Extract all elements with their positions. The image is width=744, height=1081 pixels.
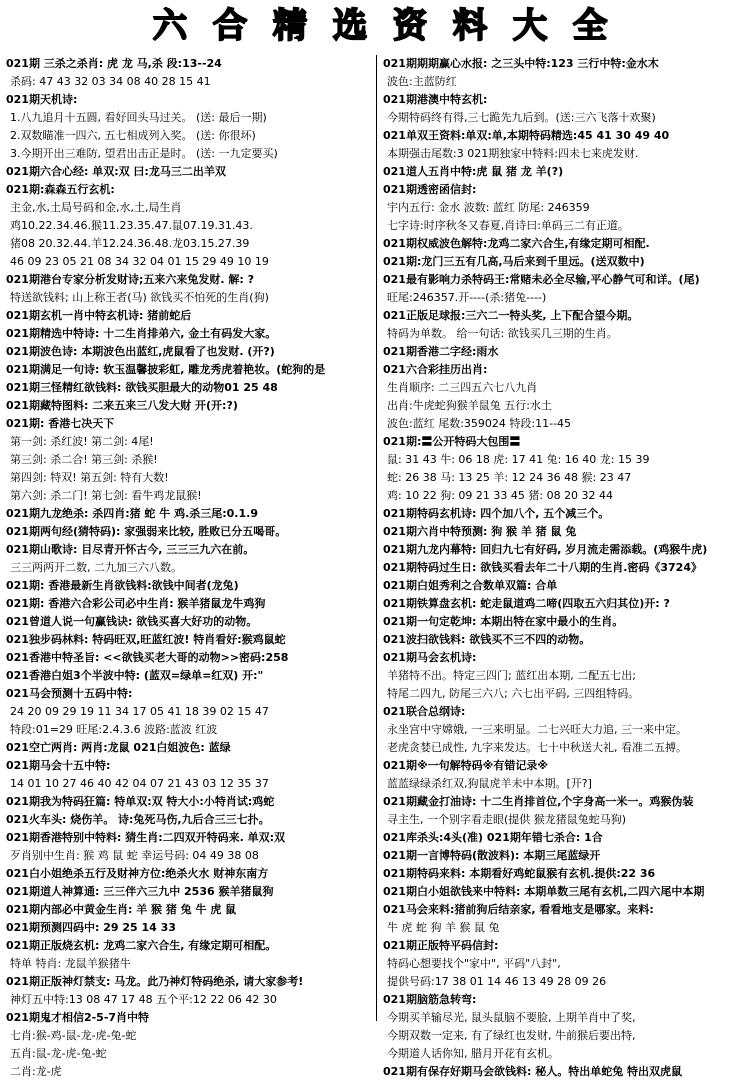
section-heading: 021期山歌诗: 目尽青开怀古今, 三三三九六在前。: [6, 543, 255, 556]
section-heading: 021期六肖中特预测: 狗 猴 羊 猪 鼠 兔: [383, 525, 577, 538]
section-heading: 021独步码林料: 特码旺双,旺蓝红波! 特肖看好:猴鸡鼠蛇: [6, 633, 286, 646]
section-text: 神灯五中特:13 08 47 17 48 五个平:12 22 06 42 30: [10, 993, 277, 1006]
section-text: 宇内五行: 金水 波数: 蓝红 防尾: 246359: [387, 201, 590, 214]
section-heading: 021白小姐绝杀五行及财神方位:绝杀火水 财神东南方: [6, 867, 269, 880]
section-heading: 021道人五肖中特:虎 鼠 猪 龙 羊(?): [383, 165, 564, 178]
section-heading: 021期天机诗:: [6, 93, 78, 106]
section-text: 第一剑: 杀红波! 第二剑: 4尾!: [10, 435, 154, 448]
section-heading: 021期藏特图料: 二来五来三八发大财 开(开:?): [6, 399, 238, 412]
section-heading: 021期脑筋急转弯:: [383, 993, 477, 1006]
section-text: 二肖:龙-虎: [10, 1065, 62, 1078]
section-text: 寻主生, 一个别字看走眼(提供 猴龙猪鼠兔蛇马狗): [387, 813, 627, 826]
section-text: 46 09 23 05 21 08 34 32 04 01 15 29 49 10 19: [10, 255, 269, 268]
section-heading: 021波扫欲钱料: 欲钱买不三不四的动物。: [383, 633, 591, 646]
section-text: 今期特码终有得,三七跪先九后到。(送:三六飞落十欢聚): [387, 111, 656, 124]
title-char: 全: [573, 6, 607, 46]
section-heading: 021期权威波色解特:龙鸡二家六合生,有缘定期可相配.: [383, 237, 650, 250]
section-heading: 021期正版烧玄机: 龙鸡二家六合生, 有缘定期可相配。: [6, 939, 277, 952]
title-char: 资: [393, 6, 427, 46]
section-text: 第六剑: 杀二门! 第七剑: 看牛鸡龙鼠猴!: [10, 489, 202, 502]
section-heading: 021期精选中特诗: 十二生肖排弟六, 金土有码发大家。: [6, 327, 277, 340]
title-char: 料: [453, 6, 487, 46]
section-text: 1.八九追月十五圆, 看好回头马过关。 (送: 最后一期): [10, 111, 267, 124]
section-text: 蓝蓝绿绿杀红双,狗鼠虎羊未中本期。[开?]: [387, 777, 592, 790]
section-text: 旺尾:246357.开----(杀:猪兔----): [387, 291, 547, 304]
section-heading: 021曾道人说一句赢钱诀: 欲钱买喜大好功的动物。: [6, 615, 258, 628]
section-heading: 021期港台专家分析发财诗;五来六来兔发财. 解: ?: [6, 273, 254, 286]
section-heading: 021联合总纲诗:: [383, 705, 466, 718]
section-text: 提供号码:17 38 01 14 46 13 49 28 09 26: [387, 975, 607, 988]
section-text: 波色:蓝红 尾数:359024 特段:11--45: [387, 417, 572, 430]
section-heading: 021期六合心经: 单双:双 曰:龙马三二出羊双: [6, 165, 226, 178]
section-heading: 021期香港特别中特料: 猜生肖:二四双开特码来. 单双:双: [6, 831, 285, 844]
section-heading: 021期港澳中特玄机:: [383, 93, 488, 106]
section-heading: 021期特码玄机诗: 四个加八个, 五个减三个。: [383, 507, 610, 520]
title-char: 六: [153, 6, 187, 46]
section-heading: 021期白姐秀利之合数单双篇: 合单: [383, 579, 558, 592]
section-heading: 021期※一句解特码※有错记录※: [383, 759, 549, 772]
section-heading: 021期藏金打油诗: 十二生肖排首位,个字身高一米一。鸡猴伪装: [383, 795, 694, 808]
section-heading: 021期铁算盘玄机: 蛇走鼠道鸡二啼(四取五六归其位)开: ?: [383, 597, 670, 610]
section-heading: 021期香港二字经:雨水: [383, 345, 499, 358]
section-text: 鸡10.22.34.46.猴11.23.35.47.鼠07.19.31.43.: [10, 219, 253, 232]
section-text: 老虎贪婪已成性, 九字来发达。七十中秋送大礼, 看准二五搏。: [387, 741, 687, 754]
section-heading: 021期: 香港六合彩公司必中生肖: 猴羊猪鼠龙牛鸡狗: [6, 597, 266, 610]
section-text: 蛇: 26 38 马: 13 25 羊: 12 24 36 48 猴: 23 47: [387, 471, 632, 484]
section-heading: 021期马会十五中特:: [6, 759, 111, 772]
section-text: 羊猪特不出。特定三四门; 蓝红出本期, 二配五七出;: [387, 669, 636, 682]
section-text: 五肖:鼠-龙-虎-兔-蛇: [10, 1047, 107, 1060]
title-char: 选: [333, 6, 367, 46]
section-heading: 021空亡两肖: 两肖:龙鼠 021白姐波色: 蓝绿: [6, 741, 231, 754]
section-heading: 021期 三杀之杀肖: 虎 龙 马,杀 段:13--24: [6, 57, 222, 70]
section-text: 特送欲钱料; 山上称王者(马) 欲钱买不怕死的生肖(狗): [10, 291, 269, 304]
page-title: [0, 0, 744, 50]
section-heading: 021期三怪精红欲钱料: 欲钱买胆最大的动物01 25 48: [6, 381, 278, 394]
section-heading: 021香港中特圣旨: <<欲钱买老大哥的动物>>密码:258: [6, 651, 289, 664]
title-char: 合: [213, 6, 247, 46]
section-heading: 021火车头: 烧伤羊。 诗:兔死马伤,九后合三三七扑。: [6, 813, 270, 826]
section-heading: 021期: 香港七决天下: [6, 417, 115, 430]
section-heading: 021期玄机一肖中特玄机诗: 猪前蛇后: [6, 309, 192, 322]
left-column: [6, 55, 371, 1078]
section-heading: 021期内部必中黄金生肖: 羊 猴 猪 兔 牛 虎 鼠: [6, 903, 237, 916]
section-text: 出肖:牛虎蛇狗猴羊鼠兔 五行:水土: [387, 399, 552, 412]
section-heading: 021期有保存好期马会欲钱料: 秘人。特出单蛇兔 特出双虎鼠: [383, 1065, 683, 1078]
section-text: 今期双数一定来, 有了绿红也发财, 牛前猴后要出特,: [387, 1029, 636, 1042]
section-text: 本期强击尾数:3 021期独家中特料:四未七来虎发财.: [387, 147, 639, 160]
section-text: 七字诗:时序秋冬又春夏,肖诗曰:单码三二有正道。: [387, 219, 629, 232]
section-text: 波色:主蓝防红: [387, 75, 457, 88]
section-heading: 021期我为特码狂篇: 特单双:双 特大小:小特肖试:鸡蛇: [6, 795, 275, 808]
section-heading: 021期两句经(猜特码): 家强弱来比较, 胜败已分五喝哥。: [6, 525, 287, 538]
section-text: 14 01 10 27 46 40 42 04 07 21 43 03 12 35 37: [10, 777, 269, 790]
section-heading: 021香港白姐3个半波中特: (蓝双=绿单=红双) 开:": [6, 669, 264, 682]
section-text: 第三剑: 杀二合! 第三剑: 杀猴!: [10, 453, 158, 466]
section-heading: 021期波色诗: 本期波色出蓝红,虎鼠看了也发财. (开?): [6, 345, 275, 358]
title-char: 精: [273, 6, 307, 46]
section-heading: 021库杀头:4头(准) 021期年错七杀合: 1合: [383, 831, 603, 844]
section-text: 杀码: 47 43 32 03 34 08 40 28 15 41: [10, 75, 211, 88]
section-text: 特码为单数。 给一句话: 欲钱买几三期的生肖。: [387, 327, 618, 340]
section-heading: 021马会来料:猪前狗后结亲家, 看看地支是哪家。来料:: [383, 903, 654, 916]
section-heading: 021最有影响力杀特码王:常赌未必全尽输,平心静气可和详。(尾): [383, 273, 700, 286]
section-heading: 021正版足球报:三六二一特头奖, 上下配合望今期。: [383, 309, 639, 322]
section-heading: 021期预测四码中: 29 25 14 33: [6, 921, 176, 934]
column-divider: [376, 55, 377, 1021]
section-text: 第四剑: 特双! 第五剑: 特有大数!: [10, 471, 169, 484]
section-text: 特尾二四九, 防尾三六八; 六七出平码, 三四组特码。: [387, 687, 640, 700]
section-heading: 021期正版特平码信封:: [383, 939, 499, 952]
title-char: 大: [513, 6, 547, 46]
section-text: 2.双数瞄准一四六, 五七相成列入奖。 (送: 你很坏): [10, 129, 256, 142]
section-text: 特单 特肖: 龙鼠羊猴猪牛: [10, 957, 131, 970]
section-text: 24 20 09 29 19 11 34 17 05 41 18 39 02 15 47: [10, 705, 269, 718]
section-heading: 021期马会玄机诗:: [383, 651, 477, 664]
section-heading: 021期:森森五行玄机:: [6, 183, 115, 196]
section-heading: 021期期期赢心水报: 之三头中特:123 三行中特:金水木: [383, 57, 659, 70]
section-text: 鼠: 31 43 牛: 06 18 虎: 17 41 兔: 16 40 龙: 15 39: [387, 453, 650, 466]
section-text: 主金,水,土局号码和金,水,土,局生肖: [10, 201, 182, 214]
section-heading: 021期一言博特码(散波料): 本期三尾蓝绿开: [383, 849, 601, 862]
section-heading: 021期一句定乾坤: 本期出特在家中最小的生肖。: [383, 615, 624, 628]
section-heading: 021期正版神灯禁支: 马龙。此乃神灯特码绝杀, 请大家参考!: [6, 975, 304, 988]
section-text: 鸡: 10 22 狗: 09 21 33 45 猪: 08 20 32 44: [387, 489, 614, 502]
section-heading: 021期透密函信封:: [383, 183, 477, 196]
section-heading: 021期特码过生日: 欲钱买看去年二十八期的生肖.密码《3724》: [383, 561, 702, 574]
section-text: 猪08 20.32.44.羊12.24.36.48.龙03.15.27.39: [10, 237, 250, 250]
section-heading: 021期道人神算通: 三三伴六三九中 2536 猴羊猪鼠狗: [6, 885, 274, 898]
section-text: 特码心想要找个"家中", 平码"八封",: [387, 957, 561, 970]
section-text: 歹肖别中生肖: 猴 鸡 鼠 蛇 幸运号码: 04 49 38 08: [10, 849, 259, 862]
section-text: 永坐宫中守嫦娥, 一三来明显。二七兴旺大力追, 三一来中定。: [387, 723, 687, 736]
section-text: 今期道人话你知, 腊月开花有玄机。: [387, 1047, 559, 1060]
section-heading: 021期:〓公开特码大包围〓: [383, 435, 521, 448]
section-heading: 021期九龙内幕特: 回归九七有好码, 岁月流走需添载。(鸡猴牛虎): [383, 543, 708, 556]
section-heading: 021期九龙绝杀: 杀四肖:猪 蛇 牛 鸡.杀三尾:0.1.9: [6, 507, 258, 520]
section-text: 今期买羊输尽光, 鼠头鼠脑不要脸, 上期羊肖中了奖,: [387, 1011, 636, 1024]
section-heading: 021期鬼才相信2-5-7肖中特: [6, 1011, 150, 1024]
section-text: 3.今期开出三难防, 望君出击正是时。 (送: 一九定要买): [10, 147, 278, 160]
section-text: 特段:01=29 旺尾:2.4.3.6 波路:蓝波 红波: [10, 723, 218, 736]
section-heading: 021期: 香港最新生肖欲钱料:欲钱中间者(龙兔): [6, 579, 239, 592]
section-text: 三三两两开二数, 二九加三六八数。: [10, 561, 182, 574]
section-text: 生肖顺序: 二三四五六七八九肖: [387, 381, 538, 394]
section-heading: 021期白小姐欲钱来中特料: 本期单数三尾有玄机,二四六尾中本期: [383, 885, 705, 898]
section-text: 牛 虎 蛇 狗 羊 猴 鼠 兔: [387, 921, 500, 934]
section-heading: 021期:龙门三五有几高,马后来到千里远。(送双数中): [383, 255, 645, 268]
section-text: 七肖:猴-鸡-鼠-龙-虎-兔-蛇: [10, 1029, 137, 1042]
section-heading: 021期满足一句诗: 软玉温馨披彩虹, 雕龙秀虎着艳妆。(蛇狗的是: [6, 363, 326, 376]
section-heading: 021期特码来料: 本期看好鸡蛇鼠猴有玄机.提供:22 36: [383, 867, 656, 880]
right-column: [383, 55, 741, 1078]
section-heading: 021六合彩挂历出肖:: [383, 363, 488, 376]
section-heading: 021马会预测十五码中特:: [6, 687, 133, 700]
section-heading: 021单双王资料:单双:单,本期特码精选:45 41 30 49 40: [383, 129, 670, 142]
